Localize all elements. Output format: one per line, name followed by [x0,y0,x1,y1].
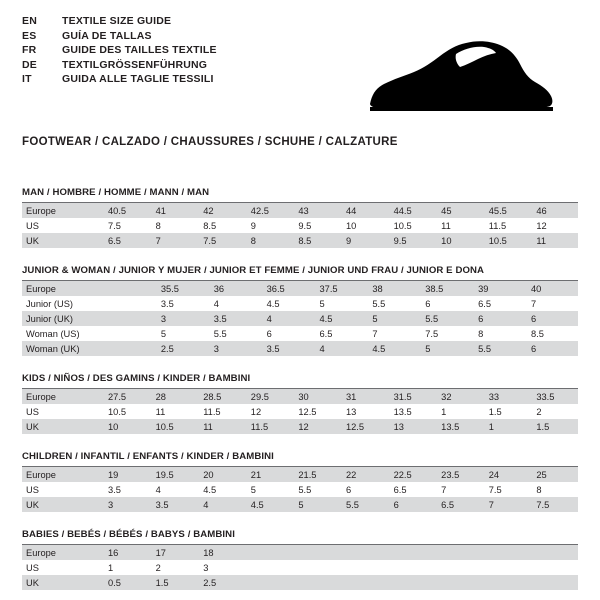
size-cell: 4.5 [266,298,280,309]
size-cell: 27.5 [102,389,150,404]
size-cell: 4.5 [314,311,367,326]
spacer-cell [483,545,531,560]
row-label: Europe [22,389,102,404]
size-cell: 8 [536,484,542,495]
spacer-cell [388,560,436,575]
section-children [22,451,578,512]
size-cell: 32 [435,389,483,404]
row-label: US [26,484,39,495]
size-cell: 7 [531,298,537,309]
size-cell: 7.5 [425,328,439,339]
size-cell: 42 [197,203,245,218]
table-row [22,281,578,296]
size-cell: 11.5 [203,406,221,417]
size-cell: 17 [150,545,198,560]
size-cell: 25 [530,467,578,482]
size-cell: 5 [419,341,472,356]
row-label: US [26,406,39,417]
size-table-babies [22,545,578,590]
size-cell: 2 [155,562,161,573]
size-cell [102,281,155,296]
row-label: UK [22,419,102,434]
size-cell: 8.5 [292,233,340,248]
language-code: EN [22,15,37,27]
size-cell: 6 [525,311,578,326]
table-row [22,497,578,512]
spacer-cell [388,545,436,560]
size-cell: 5.5 [472,341,525,356]
language-row [22,74,217,89]
size-cell [102,341,155,356]
size-cell: 7 [441,484,447,495]
size-cell: 7.5 [530,497,578,512]
language-title: TEXTILE SIZE GUIDE [62,15,172,27]
size-cell: 13 [345,406,357,417]
row-label: UK [22,497,102,512]
size-cell: 10.5 [483,233,531,248]
size-cell: 10.5 [150,419,198,434]
size-cell: 6 [525,341,578,356]
size-cell: 9 [340,233,388,248]
row-label: US [26,220,39,231]
size-cell: 13.5 [393,406,412,417]
row-label: Woman (US) [26,328,80,339]
section-kids [22,373,578,434]
size-cell: 11 [197,419,245,434]
size-cell: 28 [150,389,198,404]
size-cell: 24 [483,467,531,482]
spacer-cell [340,545,388,560]
size-cell: 1.5 [150,575,198,590]
size-cell: 9 [250,220,256,231]
size-cell: 12 [536,220,547,231]
spacer-cell [292,560,340,575]
size-cell: 5 [292,497,340,512]
size-cell: 4.5 [203,484,217,495]
size-cell: 40 [525,281,578,296]
size-cell: 7.5 [197,233,245,248]
section-title: KIDS / NIÑOS / DES GAMINS / KINDER / BAMBINI [22,373,578,389]
size-cell: 21 [245,467,293,482]
size-cell: 10 [102,419,150,434]
size-cell: 7 [150,233,198,248]
spacer-cell [388,575,436,590]
size-cell: 7 [483,497,531,512]
size-table-man [22,203,578,248]
size-cell: 6.5 [319,328,333,339]
spacer-cell [483,560,531,575]
row-label: US [26,562,39,573]
size-cell: 46 [530,203,578,218]
spacer-cell [292,575,340,590]
size-table-kids [22,389,578,434]
size-cell: 3.5 [208,311,261,326]
size-cell: 5.5 [213,328,227,339]
size-cell: 39 [472,281,525,296]
table-row [22,560,578,575]
size-cell: 8.5 [203,220,217,231]
table-row [22,389,578,404]
size-cell: 2.5 [155,341,208,356]
section-title: JUNIOR & WOMAN / JUNIOR Y MUJER / JUNIOR ET FEMME / JUNIOR UND FRAU / JUNIOR E DONA [22,265,578,281]
table-row [22,575,578,590]
table-row [22,218,578,233]
size-cell: 1.5 [530,419,578,434]
language-code: FR [22,44,37,56]
table-row [22,545,578,560]
spacer-cell [435,560,483,575]
language-title-list [22,16,217,89]
size-cell: 8 [155,220,161,231]
size-cell: 30 [292,389,340,404]
language-row [22,16,217,31]
dress-shoe-icon [360,32,560,122]
section-babies [22,529,578,590]
size-cell: 11.5 [488,220,507,231]
size-cell: 6 [266,328,272,339]
language-row [22,45,217,60]
spacer-cell [292,545,340,560]
size-cell: 22 [340,467,388,482]
size-cell: 10.5 [393,220,412,231]
table-row [22,326,578,341]
row-label: UK [22,575,102,590]
size-cell: 38 [366,281,419,296]
table-row [22,482,578,497]
table-row [22,233,578,248]
size-cell: 45.5 [483,203,531,218]
size-cell: 3.5 [160,298,174,309]
size-cell [102,296,155,311]
size-table-children [22,467,578,512]
language-row [22,60,217,75]
size-cell: 36.5 [261,281,314,296]
size-cell: 11 [155,406,166,417]
table-row [22,341,578,356]
size-cell: 33 [483,389,531,404]
size-cell: 3.5 [150,497,198,512]
row-label: Europe [22,203,102,218]
size-cell: 6.5 [102,233,150,248]
size-cell: 8 [245,233,293,248]
size-cell: 18 [197,545,245,560]
size-cell: 4 [314,341,367,356]
language-row [22,31,217,46]
size-cell: 12.5 [298,406,317,417]
language-code: IT [22,73,32,85]
size-cell: 5.5 [372,298,386,309]
size-cell: 33.5 [530,389,578,404]
size-cell: 4 [261,311,314,326]
size-cell: 12.5 [340,419,388,434]
size-cell: 5.5 [340,497,388,512]
size-cell [102,326,155,341]
row-label: Junior (US) [26,298,74,309]
table-row [22,203,578,218]
size-cell: 3.5 [108,484,121,495]
size-cell: 3 [102,497,150,512]
size-cell: 4 [155,484,161,495]
language-title: GUIDE DES TAILLES TEXTILE [62,44,217,56]
size-cell: 40.5 [102,203,150,218]
size-cell: 13.5 [435,419,483,434]
size-cell: 6.5 [435,497,483,512]
size-cell: 43 [292,203,340,218]
size-cell: 19 [102,467,150,482]
size-cell: 7.5 [488,484,502,495]
size-cell: 1 [108,562,114,573]
spacer-cell [435,545,483,560]
size-cell: 12 [292,419,340,434]
size-cell: 4 [213,298,219,309]
language-title-list-body [22,16,217,89]
size-cell: 6 [425,298,431,309]
size-cell: 6.5 [478,298,492,309]
size-cell: 20 [197,467,245,482]
size-cell: 31.5 [388,389,436,404]
size-cell: 13 [388,419,436,434]
table-row [22,296,578,311]
spacer-cell [483,575,531,590]
size-cell: 0.5 [102,575,150,590]
language-title: TEXTILGRÖSSENFÜHRUNG [62,58,208,71]
size-cell: 4.5 [245,497,293,512]
size-cell: 4 [197,497,245,512]
size-cell: 36 [208,281,261,296]
spacer-cell [530,575,578,590]
spacer-cell [530,560,578,575]
size-cell: 11 [530,233,578,248]
section-title: CHILDREN / INFANTIL / ENFANTS / KINDER / BAMBINI [22,451,578,467]
size-cell: 44.5 [388,203,436,218]
size-cell: 41 [150,203,198,218]
size-cell: 10.5 [108,406,127,417]
size-cell: 3 [203,562,209,573]
size-cell: 9.5 [388,233,436,248]
size-cell: 7 [372,328,378,339]
language-code: ES [22,29,37,42]
language-code: DE [22,58,37,71]
size-cell: 3.5 [261,341,314,356]
size-cell: 4.5 [366,341,419,356]
document-header [22,16,578,122]
language-title: GUÍA DE TALLAS [62,29,152,42]
size-cell: 5 [160,328,167,339]
size-cell: 5 [366,311,419,326]
row-label: Junior (UK) [22,311,102,326]
size-cell: 6 [472,311,525,326]
row-label: Europe [22,467,102,482]
size-cell: 5 [250,484,256,495]
size-cell: 16 [102,545,150,560]
spacer-cell [245,575,293,590]
table-row [22,419,578,434]
size-cell: 5.5 [298,484,312,495]
spacer-cell [530,545,578,560]
size-cell: 6 [388,497,436,512]
table-row [22,311,578,326]
size-cell: 1.5 [488,406,502,417]
section-man [22,187,578,248]
size-cell: 9.5 [298,220,312,231]
size-cell: 1 [441,406,447,417]
size-cell: 10 [345,220,357,231]
size-cell: 42.5 [245,203,293,218]
size-cell: 28.5 [197,389,245,404]
spacer-cell [435,575,483,590]
size-cell: 21.5 [292,467,340,482]
row-label: Woman (UK) [22,341,102,356]
size-cell: 31 [340,389,388,404]
size-cell: 8.5 [531,328,544,339]
language-title: GUIDA ALLE TAGLIE TESSILI [62,73,214,85]
size-cell: 1 [483,419,531,434]
spacer-cell [245,560,293,575]
size-cell: 11 [441,220,451,231]
spacer-cell [245,545,293,560]
size-cell: 19.5 [150,467,198,482]
footwear-banner: FOOTWEAR / CALZADO / CHAUSSURES / SCHUHE / CALZATURE [22,136,398,148]
size-cell: 6 [345,484,352,495]
section-junior-woman [22,265,578,356]
size-cell: 2.5 [197,575,245,590]
spacer-cell [340,575,388,590]
section-title: MAN / HOMBRE / HOMME / MANN / MAN [22,187,578,203]
section-title: BABIES / BEBÉS / BÉBÉS / BABYS / BAMBINI [22,529,578,545]
size-cell [102,311,155,326]
size-cell: 8 [478,328,484,339]
size-cell: 45 [435,203,483,218]
size-cell: 12 [250,406,262,417]
size-cell: 5 [319,298,325,309]
row-label: UK [22,233,102,248]
size-cell: 2 [536,406,542,417]
table-row [22,404,578,419]
size-cell: 11.5 [245,419,293,434]
size-cell: 5.5 [419,311,472,326]
size-cell: 38.5 [419,281,472,296]
size-cell: 23.5 [435,467,483,482]
size-cell: 35.5 [155,281,208,296]
row-label: Europe [22,281,102,296]
size-cell: 37.5 [314,281,367,296]
size-cell: 3 [155,311,208,326]
size-cell: 3 [208,341,261,356]
size-cell: 6.5 [393,484,407,495]
size-cell: 29.5 [245,389,293,404]
table-row [22,467,578,482]
size-cell: 7.5 [108,220,121,231]
size-cell: 44 [340,203,388,218]
size-table-junior-woman [22,281,578,356]
row-label: Europe [22,545,102,560]
size-cell: 22.5 [388,467,436,482]
size-cell: 10 [435,233,483,248]
spacer-cell [340,560,388,575]
